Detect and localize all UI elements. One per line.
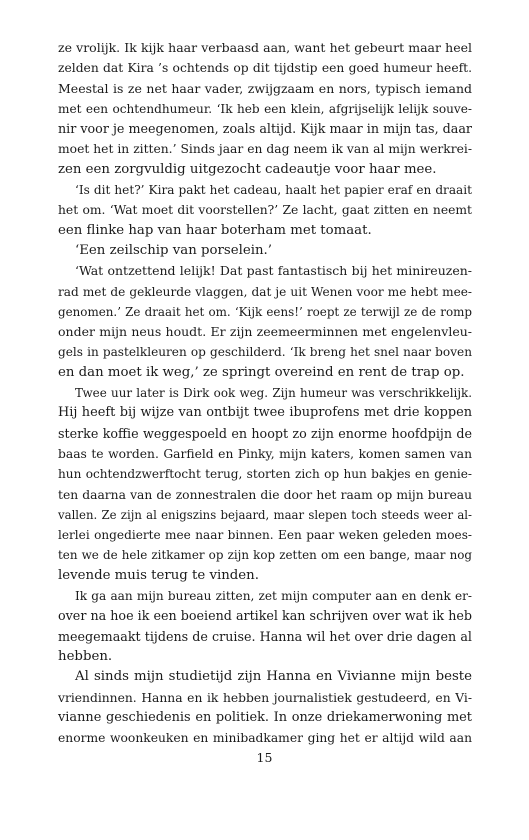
text-line: sterke koffie weggespoeld en hoopt zo zijn enorme hoofdpijn de [58, 425, 472, 441]
text-line: enorme woonkeuken en minibadkamer ging het er altijd wild aan [58, 731, 472, 746]
text-line: Twee uur later is Dirk ook weg. Zijn humeur was verschrikkelijk. [75, 386, 472, 401]
body-text [58, 38, 472, 748]
text-line: genomen.’ Ze draait het om. ‘Kijk eens!’ roept ze terwijl ze de romp [58, 304, 472, 319]
text-line: met een ochtendhumeur. ‘Ik heb een klein, afgrijselijk lelijk souve- [58, 101, 472, 116]
text-line: Meestal is ze net haar vader, zwijgzaam en nors, typisch iemand [58, 80, 472, 96]
text-line: en dan moet ik weg,’ ze springt overeind en rent de trap op. [58, 364, 465, 380]
text-line: ‘Een zeilschip van porselein.’ [75, 242, 272, 258]
text-line: het om. ‘Wat moet dit voorstellen?’ Ze lacht, gaat zitten en neemt [58, 203, 472, 218]
text-line: over na hoe ik een boeiend artikel kan schrijven over wat ik heb [58, 608, 472, 624]
text-line: nir voor je meegenomen, zoals altijd. Kijk maar in mijn tas, daar [58, 121, 472, 137]
text-line: onder mijn neus houdt. Er zijn zeemeerminnen met engelenvleu- [58, 324, 472, 340]
text-line: zen een zorgvuldig uitgezocht cadeautje voor haar mee. [58, 161, 437, 177]
text-line: ze vrolijk. Ik kijk haar verbaasd aan, want het gebeurt maar heel [58, 40, 472, 55]
text-line: hebben. [58, 648, 113, 664]
text-line: levende muis terug te vinden. [58, 567, 259, 583]
text-line: gels in pastelkleuren op geschilderd. ‘Ik breng het snel naar boven [58, 345, 472, 360]
text-line: Hij heeft bij wijze van ontbijt twee ibuprofens met drie koppen [58, 405, 472, 421]
text-line: ‘Is dit het?’ Kira pakt het cadeau, haalt het papier eraf en draait [75, 183, 472, 198]
text-line: Ik ga aan mijn bureau zitten, zet mijn computer aan en denk er- [75, 589, 472, 604]
text-line: ‘Wat ontzettend lelijk! Dat past fantastisch bij het minireuzen- [75, 263, 472, 279]
text-line: vriendinnen. Hanna en ik hebben journalistiek gestudeerd, en Vi- [58, 690, 472, 705]
text-line: zelden dat Kira ’s ochtends op dit tijdstip een goed humeur heeft. [58, 61, 472, 76]
page-number: 15 [256, 750, 273, 765]
text-line: hun ochtendzwerftocht terug, storten zich op hun bakjes en genie- [58, 467, 472, 482]
text-line: vallen. Ze zijn al enigszins bejaard, maar slepen toch steeds weer al- [58, 507, 472, 522]
text-line: rad met de gekleurde vlaggen, dat je uit Wenen voor me hebt mee- [58, 284, 472, 299]
text-line: ten daarna van de zonnestralen die door het raam op mijn bureau [58, 487, 472, 502]
text-line: baas te worden. Garfield en Pinky, mijn katers, komen samen van [58, 446, 472, 461]
text-line: een flinke hap van haar boterham met tomaat. [58, 222, 372, 238]
text-line: ten we de hele zitkamer op zijn kop zetten om een bange, maar nog [58, 548, 472, 563]
text-line: moet het in zitten.’ Sinds jaar en dag neem ik van al mijn werkrei- [58, 142, 472, 157]
text-line: vianne geschiedenis en politiek. In onze driekamerwoning met [58, 709, 472, 725]
text-line: meegemaakt tijdens de cruise. Hanna wil het over drie dagen al [58, 628, 472, 644]
text-line: Al sinds mijn studietijd zijn Hanna en Vivianne mijn beste [75, 669, 472, 685]
text-line: lerlei ongedierte mee naar binnen. Een paar weken geleden moes- [58, 528, 472, 543]
